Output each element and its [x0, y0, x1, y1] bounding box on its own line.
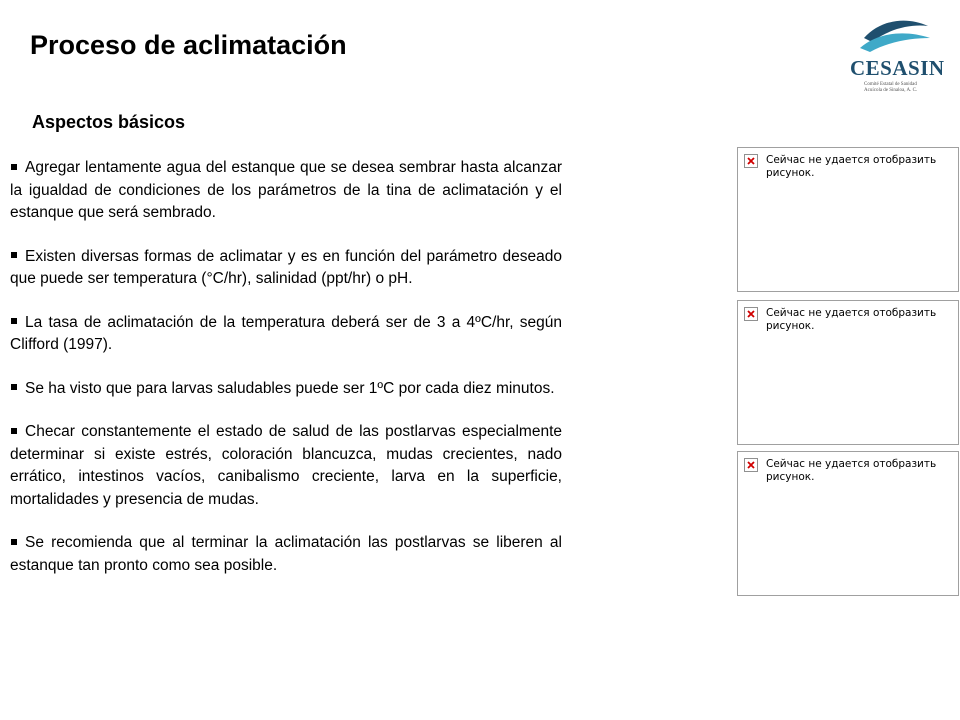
- bullet-text: Se recomienda que al terminar la aclimatación las postlarvas se liberen al estanque tan pronto como sea posible.: [10, 534, 562, 574]
- bullet-text: Checar constantemente el estado de salud de las postlarvas especialmente determinar si existe estrés, coloración blancuzca, mudas crecientes, nado errático, intestinos vacíos, canibalismo creciente, larva en la superficie, mortalidades y presencia de mudas.: [10, 423, 562, 508]
- wave-logo-icon: [850, 16, 936, 58]
- square-bullet-icon: [11, 428, 17, 434]
- bullet-text: Existen diversas formas de aclimatar y es en función del parámetro deseado que puede ser temperatura (°C/hr), salinidad (ppt/hr) o pH.: [10, 247, 562, 287]
- bullet-item: [10, 312, 562, 357]
- square-bullet-icon: [11, 384, 17, 390]
- image-error-message: Сейчас не удается отобразить рисунок.: [766, 458, 937, 483]
- square-bullet-icon: [11, 164, 17, 170]
- image-placeholder-1: [737, 147, 959, 292]
- square-bullet-icon: [11, 539, 17, 545]
- bullet-text: Se ha visto que para larvas saludables puede ser 1ºC por cada diez minutos.: [25, 379, 555, 397]
- image-error-message: Сейчас не удается отобразить рисунок.: [766, 307, 937, 332]
- square-bullet-icon: [11, 252, 17, 258]
- square-bullet-icon: [11, 318, 17, 324]
- image-placeholder-2: [737, 300, 959, 445]
- bullet-item: [10, 157, 562, 225]
- bullet-item: [10, 378, 562, 401]
- broken-image-icon: [744, 458, 758, 472]
- image-error-message: Сейчас не удается отобразить рисунок.: [766, 154, 937, 179]
- logo-tagline: Comité Estatal de Sanidad Acuícola de Sinaloa, A. C.: [864, 82, 918, 93]
- cesasin-logo: [850, 16, 945, 102]
- bullet-text: Agregar lentamente agua del estanque que se desea sembrar hasta alcanzar la igualdad de condiciones de los parámetros de la tina de aclimatación y el estanque que será sembrado.: [10, 159, 562, 221]
- logo-wordmark: CESASIN: [850, 56, 945, 80]
- broken-image-icon: [744, 307, 758, 321]
- bullet-item: [10, 421, 562, 511]
- broken-image-icon: [744, 154, 758, 168]
- bullet-item: [10, 246, 562, 291]
- page-title: Proceso de aclimatación: [30, 30, 347, 60]
- bullet-list: [10, 157, 562, 577]
- bullet-text: La tasa de aclimatación de la temperatura deberá ser de 3 a 4ºC/hr, según Clifford (1997).: [10, 313, 562, 353]
- bullet-item: [10, 532, 562, 577]
- image-placeholder-3: [737, 451, 959, 596]
- section-subtitle: Aspectos básicos: [32, 112, 186, 132]
